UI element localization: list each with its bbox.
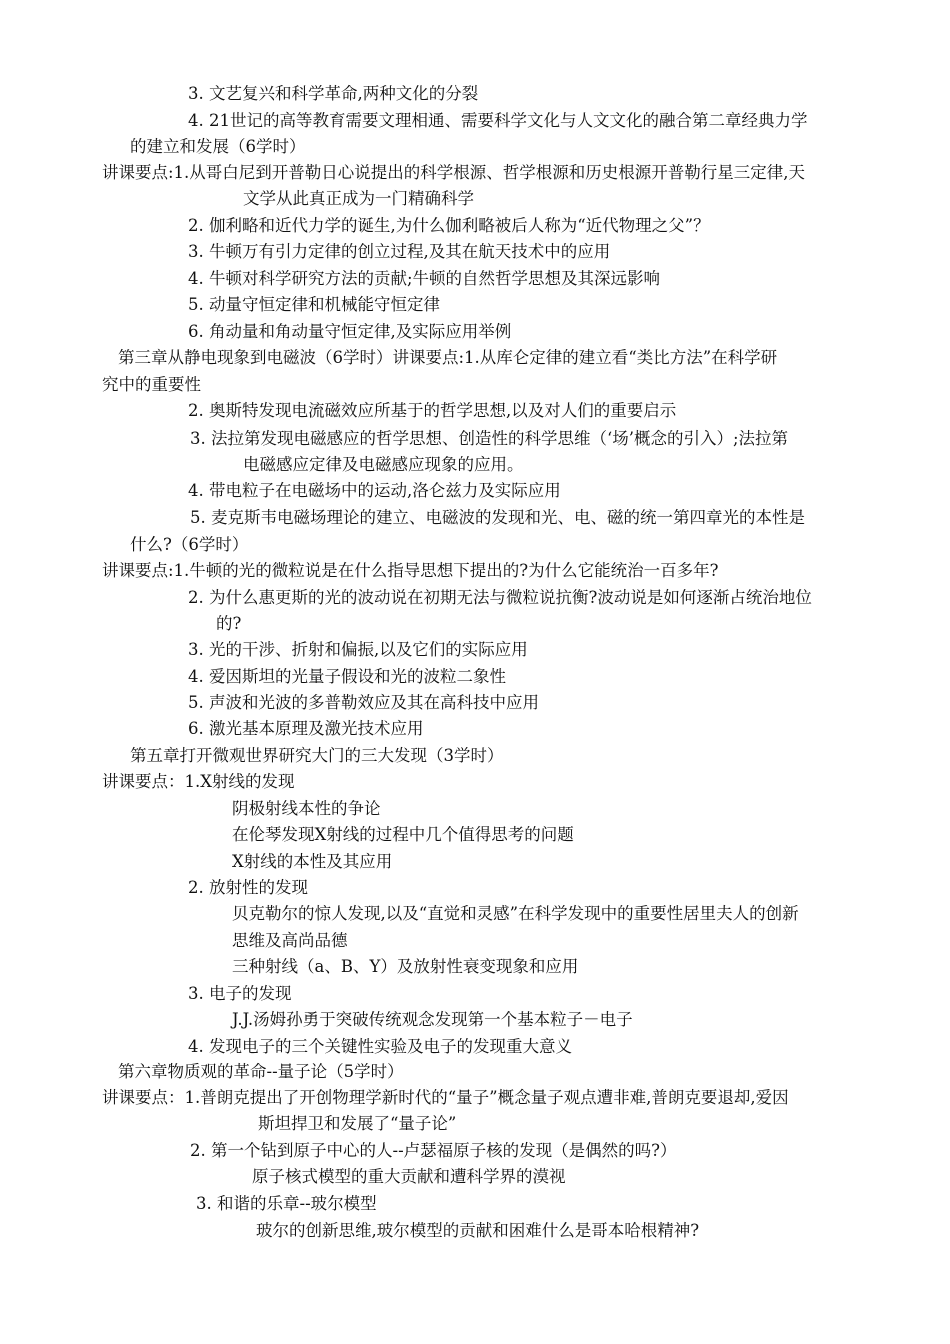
text-line: 4. 21世记的高等教育需要文理相通、需要科学文化与人文文化的融合第二章经典力学 [188,111,808,130]
text-line: 的建立和发展（6学时） [130,137,306,156]
text-line: 文学从此真正成为一门精确科学 [243,189,474,208]
text-line: 6. 激光基本原理及激光技术应用 [188,719,424,738]
text-line: 6. 角动量和角动量守恒定律,及实际应用举例 [188,322,512,341]
text-line: 贝克勒尔的惊人发现,以及“直觉和灵感”在科学发现中的重要性居里夫人的创新 [232,904,799,923]
text-line: 2. 为什么惠更斯的光的波动说在初期无法与微粒说抗衡?波动说是如何逐渐占统治地位 [188,588,812,607]
text-line: 什么?（6学时） [130,535,249,554]
text-line: 斯坦捍卫和发展了“量子论” [258,1114,457,1133]
text-line: 3. 光的干涉、折射和偏振,以及它们的实际应用 [188,640,528,659]
text-line: 4. 带电粒子在电磁场中的运动,洛仑兹力及实际应用 [188,481,561,500]
text-line: 阴极射线本性的争论 [232,799,381,818]
text-line: 2. 第一个钻到原子中心的人--卢瑟福原子核的发现（是偶然的吗?） [190,1141,677,1160]
text-line: 4. 爱因斯坦的光量子假设和光的波粒二象性 [188,667,506,686]
text-line: 5. 麦克斯韦电磁场理论的建立、电磁波的发现和光、电、磁的统一第四章光的本性是 [190,508,805,527]
text-line: 2. 伽利略和近代力学的诞生,为什么伽利略被后人称为“近代物理之父”？ [188,216,710,235]
text-line: J.J.汤姆孙勇于突破传统观念发现第一个基本粒子－电子 [232,1010,633,1029]
text-line: 第六章物质观的革命--量子论（5学时） [118,1062,404,1081]
text-line: 在伦琴发现X射线的过程中几个值得思考的问题 [232,825,574,844]
text-line: 思维及高尚品德 [232,931,348,950]
text-line: 4. 发现电子的三个关键性实验及电子的发现重大意义 [188,1037,572,1056]
text-line: 玻尔的创新思维,玻尔模型的贡献和困难什么是哥本哈根精神? [256,1221,700,1240]
text-line: 第五章打开微观世界研究大门的三大发现（3学时） [130,746,504,765]
text-line: 的? [216,614,242,633]
text-line: 讲课要点:1.牛顿的光的微粒说是在什么指导思想下提出的?为什么它能统治一百多年? [102,561,719,580]
text-line: 电磁感应定律及电磁感应现象的应用。 [243,455,524,474]
text-line: 讲课要点：1.普朗克提出了开创物理学新时代的“量子”概念量子观点遭非难,普朗克要退却,爱因 [102,1088,789,1107]
text-line: 2. 奥斯特发现电流磁效应所基于的哲学思想,以及对人们的重要启示 [188,401,677,420]
text-line: 3. 文艺复兴和科学革命,两种文化的分裂 [188,84,479,103]
text-line: 三种射线（a、B、Y）及放射性衰变现象和应用 [232,957,579,976]
text-line: 究中的重要性 [102,375,201,394]
text-line: X射线的本性及其应用 [232,852,393,871]
text-line: 讲课要点：1.X射线的发现 [102,772,295,791]
text-line: 3. 电子的发现 [188,984,292,1003]
text-line: 原子核式模型的重大贡献和遭科学界的漠视 [252,1167,566,1186]
text-line: 4. 牛顿对科学研究方法的贡献;牛顿的自然哲学思想及其深远影响 [188,269,661,288]
text-line: 2. 放射性的发现 [188,878,308,897]
text-line: 讲课要点:1.从哥白尼到开普勒日心说提出的科学根源、哲学根源和历史根源开普勒行星三定律,天 [102,163,806,182]
text-line: 5. 声波和光波的多普勒效应及其在高科技中应用 [188,693,539,712]
text-line: 3. 和谐的乐章--玻尔模型 [196,1194,377,1213]
text-line: 5. 动量守恒定律和机械能守恒定律 [188,295,440,314]
text-line: 第三章从静电现象到电磁波（6学时）讲课要点:1.从库仑定律的建立看“类比方法”在科学研 [118,348,778,367]
text-line: 3. 牛顿万有引力定律的创立过程,及其在航天技术中的应用 [188,242,611,261]
text-line: 3. 法拉第发现电磁感应的哲学思想、创造性的科学思维（‘场’概念的引入）;法拉第 [190,429,789,448]
